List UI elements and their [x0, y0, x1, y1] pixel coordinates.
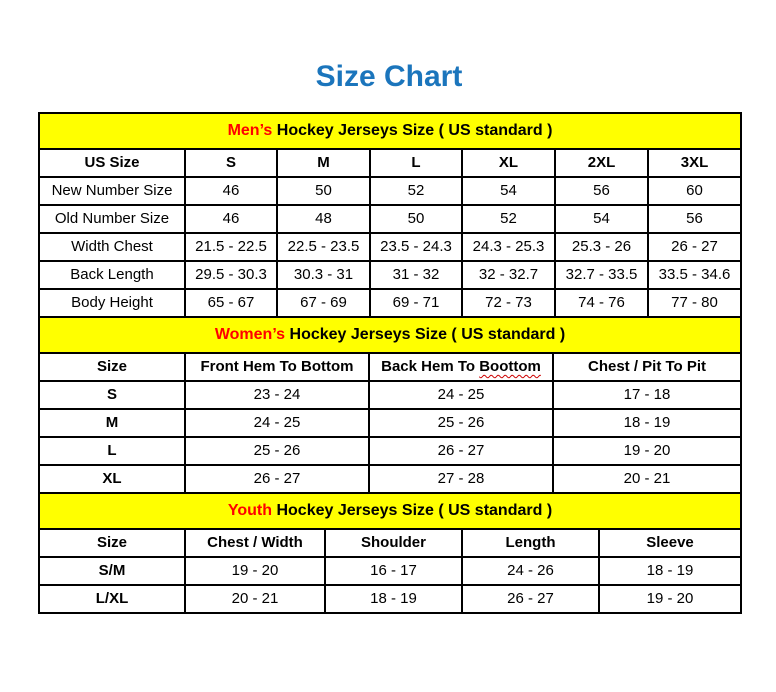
youth-section-highlight: Youth: [227, 502, 273, 520]
table-row: [39, 177, 741, 205]
table-row: [39, 437, 741, 465]
value-cell: 30.3 - 31: [277, 261, 370, 289]
page-title: Size Chart: [315, 60, 463, 93]
column-header: Chest / Pit To Pit: [553, 353, 741, 381]
value-cell: 24 - 25: [369, 381, 553, 409]
value-cell: 24 - 26: [462, 557, 599, 585]
value-cell: 20 - 21: [553, 465, 741, 493]
size-tables: [38, 112, 740, 614]
value-cell: 24.3 - 25.3: [462, 233, 555, 261]
column-header: L: [370, 149, 462, 177]
table-row: [39, 465, 741, 493]
value-cell: 23 - 24: [185, 381, 369, 409]
row-label: Old Number Size: [39, 205, 185, 233]
womens-section-highlight: Women’s: [214, 326, 286, 344]
value-cell: 26 - 27: [369, 437, 553, 465]
row-label: L: [39, 437, 185, 465]
mens-size-table: [38, 112, 742, 318]
table-row: [39, 409, 741, 437]
value-cell: 48: [277, 205, 370, 233]
value-cell: 27 - 28: [369, 465, 553, 493]
value-cell: 21.5 - 22.5: [185, 233, 277, 261]
column-header: Shoulder: [325, 529, 462, 557]
column-header: S: [185, 149, 277, 177]
column-header: Sleeve: [599, 529, 741, 557]
value-cell: 22.5 - 23.5: [277, 233, 370, 261]
value-cell: 19 - 20: [553, 437, 741, 465]
row-label: New Number Size: [39, 177, 185, 205]
value-cell: 67 - 69: [277, 289, 370, 317]
value-cell: 46: [185, 205, 277, 233]
column-header: Front Hem To Bottom: [185, 353, 369, 381]
value-cell: 29.5 - 30.3: [185, 261, 277, 289]
value-cell: 56: [555, 177, 648, 205]
misspelled-word: Boottom: [479, 357, 541, 375]
mens-section-highlight: Men’s: [227, 122, 273, 140]
table-row: [39, 289, 741, 317]
value-cell: 33.5 - 34.6: [648, 261, 741, 289]
row-label: XL: [39, 465, 185, 493]
youth-column-header-row: [39, 529, 741, 557]
womens-section-title: Women’s Hockey Jerseys Size ( US standard ): [39, 317, 741, 353]
table-row: [39, 381, 741, 409]
value-cell: 19 - 20: [185, 557, 325, 585]
value-cell: 16 - 17: [325, 557, 462, 585]
value-cell: 50: [277, 177, 370, 205]
column-header: 3XL: [648, 149, 741, 177]
value-cell: 54: [462, 177, 555, 205]
value-cell: 72 - 73: [462, 289, 555, 317]
table-row: [39, 205, 741, 233]
value-cell: 56: [648, 205, 741, 233]
value-cell: 52: [370, 177, 462, 205]
table-row: [39, 233, 741, 261]
womens-column-header-row: [39, 353, 741, 381]
row-label: Body Height: [39, 289, 185, 317]
value-cell: 24 - 25: [185, 409, 369, 437]
row-label: M: [39, 409, 185, 437]
mens-section-header-row: [39, 113, 741, 149]
value-cell: 26 - 27: [648, 233, 741, 261]
column-header: Size: [39, 353, 185, 381]
column-header: US Size: [39, 149, 185, 177]
column-header: Size: [39, 529, 185, 557]
value-cell: 25 - 26: [369, 409, 553, 437]
column-header: M: [277, 149, 370, 177]
value-cell: 23.5 - 24.3: [370, 233, 462, 261]
row-label: L/XL: [39, 585, 185, 613]
womens-size-table: [38, 316, 742, 494]
value-cell: 20 - 21: [185, 585, 325, 613]
youth-section-header-row: [39, 493, 741, 529]
row-label: S: [39, 381, 185, 409]
value-cell: 32 - 32.7: [462, 261, 555, 289]
value-cell: 65 - 67: [185, 289, 277, 317]
table-row: [39, 585, 741, 613]
column-header: Length: [462, 529, 599, 557]
value-cell: 26 - 27: [185, 465, 369, 493]
value-cell: 31 - 32: [370, 261, 462, 289]
value-cell: 50: [370, 205, 462, 233]
value-cell: 74 - 76: [555, 289, 648, 317]
value-cell: 19 - 20: [599, 585, 741, 613]
column-header: Chest / Width: [185, 529, 325, 557]
column-header: Back Hem To Boottom: [369, 353, 553, 381]
column-header: XL: [462, 149, 555, 177]
value-cell: 18 - 19: [325, 585, 462, 613]
value-cell: 46: [185, 177, 277, 205]
youth-size-table: [38, 492, 742, 614]
row-label: Back Length: [39, 261, 185, 289]
mens-column-header-row: [39, 149, 741, 177]
value-cell: 26 - 27: [462, 585, 599, 613]
womens-section-header-row: [39, 317, 741, 353]
row-label: S/M: [39, 557, 185, 585]
value-cell: 77 - 80: [648, 289, 741, 317]
table-row: [39, 261, 741, 289]
value-cell: 69 - 71: [370, 289, 462, 317]
mens-section-title: Men’s Hockey Jerseys Size ( US standard ): [39, 113, 741, 149]
row-label: Width Chest: [39, 233, 185, 261]
value-cell: 54: [555, 205, 648, 233]
value-cell: 32.7 - 33.5: [555, 261, 648, 289]
value-cell: 52: [462, 205, 555, 233]
table-row: [39, 557, 741, 585]
value-cell: 18 - 19: [599, 557, 741, 585]
value-cell: 18 - 19: [553, 409, 741, 437]
value-cell: 17 - 18: [553, 381, 741, 409]
value-cell: 60: [648, 177, 741, 205]
value-cell: 25 - 26: [185, 437, 369, 465]
value-cell: 25.3 - 26: [555, 233, 648, 261]
column-header: 2XL: [555, 149, 648, 177]
youth-section-title: Youth Hockey Jerseys Size ( US standard ): [39, 493, 741, 529]
